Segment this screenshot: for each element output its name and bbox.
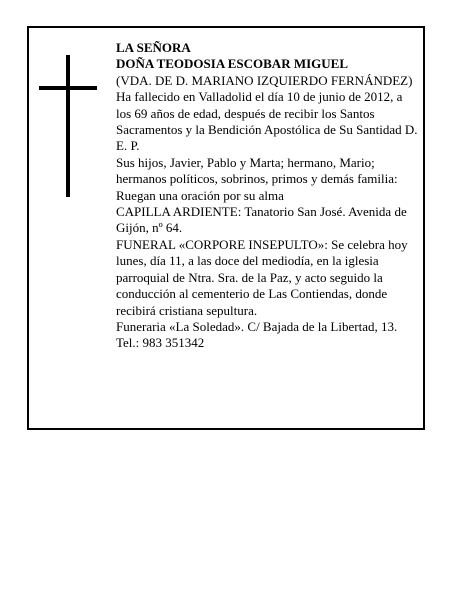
family-list: Sus hijos, Javier, Pablo y Marta; hermano, Mario; hermanos políticos, sobrinos, primos y demás familia: [116,154,398,187]
deceased-name: DOÑA TEODOSIA ESCOBAR MIGUEL [116,56,349,72]
widow-of: (VDA. DE D. MARIANO IZQUIERDO FERNÁNDEZ) [116,72,413,88]
funeral-info: FUNERAL «CORPORE INSEPULTO»: Se celebra hoy lunes, día 11, a las doce del mediodía, en la iglesia parroquial de Ntra. Sra. de la Paz, y acto seguido la conducción al cementerio de Las Contiendas, donde recibirá cristiana sepultura. [116,236,408,318]
obituary-text [116,40,418,352]
cross-icon [39,55,97,197]
prayer-request: Ruegan una oración por su alma [116,187,284,203]
death-info: Ha fallecido en Valladolid el día 10 de junio de 2012, a los 69 años de edad, después de recibir los Santos Sacramentos y la Bendición Apostólica de Su Santidad D. E. P. [116,89,418,154]
cross-horizontal-bar [39,86,97,90]
funeral-home-info: Funeraria «La Soledad». C/ Bajada de la Libertad, 13. Tel.: 983 351342 [116,318,398,351]
obituary-notice [27,26,425,430]
chapel-info: CAPILLA ARDIENTE: Tanatorio San José. Avenida de Gijón, nº 64. [116,204,407,236]
notice-title: LA SEÑORA [116,40,191,55]
cross-vertical-bar [66,55,70,197]
